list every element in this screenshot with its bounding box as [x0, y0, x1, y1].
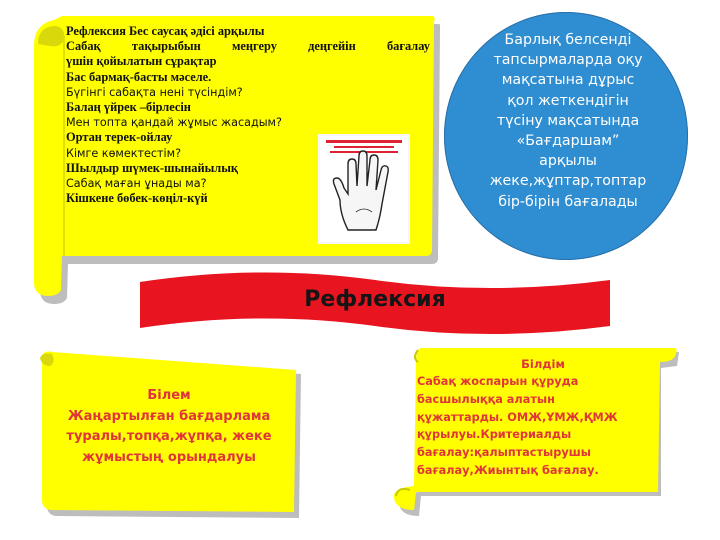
learned-line: бағалау,Жиынтық бағалау. — [417, 463, 599, 477]
ribbon-title: Рефлексия — [304, 287, 446, 312]
circle-line: арқылы — [539, 153, 597, 170]
knowledge-heading: Білем — [147, 388, 191, 403]
scroll-line-index: Балаң үйрек –бірлесін — [66, 100, 191, 115]
knowledge-line: туралы,топқа,жұпқа, жеке — [66, 429, 272, 444]
scroll-line: Сабақ тақырыбын меңгеру деңгейін бағалау — [66, 39, 430, 54]
learned-line: құрылуы.Критериалды — [417, 428, 572, 442]
learned-line: басшылыққа алатын — [417, 392, 555, 406]
circle-line: жеке,жұптар,топтар — [489, 173, 647, 190]
learned-heading: Білдім — [521, 357, 565, 371]
scroll-line-pinky: Кішкене бөбек-көңіл-күй — [66, 191, 208, 206]
knowledge-text — [52, 386, 286, 468]
circle-line: тапсырмаларда оқу — [493, 52, 643, 69]
scroll-line: үшін қойылатын сұрақтар — [66, 54, 217, 69]
scroll-line-question: Кімге көмектестім? — [66, 146, 182, 160]
circle-line: мақсатына дұрыс — [501, 72, 635, 89]
scroll-line-title: Рефлексия Бес саусақ әдісі арқылы — [66, 24, 265, 38]
learned-text — [417, 373, 672, 480]
learned-line: құжаттарды. ОМЖ,ҰМЖ,ҚМЖ — [417, 410, 618, 424]
circle-line: бір-бірін бағалады — [498, 193, 638, 210]
scroll-line-ring: Шылдыр шүмек-шынайылық — [66, 160, 239, 175]
knowledge-line: жұмыстың орындалуы — [82, 449, 256, 465]
circle-line: Барлық белсенді — [504, 32, 632, 48]
knowledge-line: Жаңартылған бағдарлама — [67, 408, 271, 424]
hand-icon — [318, 134, 410, 244]
circle-text — [480, 30, 656, 212]
learned-line: Сабақ жоспарын құруда — [417, 375, 579, 388]
circle-line: «Бағдаршам” — [516, 133, 620, 150]
circle-line: түсіну мақсатында — [496, 112, 640, 129]
scroll-line-question: Мен топта қандай жұмыс жасадым? — [66, 116, 282, 130]
scroll-line-question: Бүгінгі сабақта нені түсіндім? — [66, 85, 243, 99]
scroll-line-thumb: Бас бармақ-басты мәселе. — [66, 69, 212, 84]
scroll-line-question: Сабақ маған ұнады ма? — [66, 177, 207, 191]
hand-image — [318, 134, 410, 244]
learned-line: бағалау:қалыптастырушы — [417, 446, 591, 460]
circle-line: қол жеткендігін — [507, 92, 629, 109]
scroll-line-middle: Ортан терек-ойлау — [66, 130, 173, 145]
